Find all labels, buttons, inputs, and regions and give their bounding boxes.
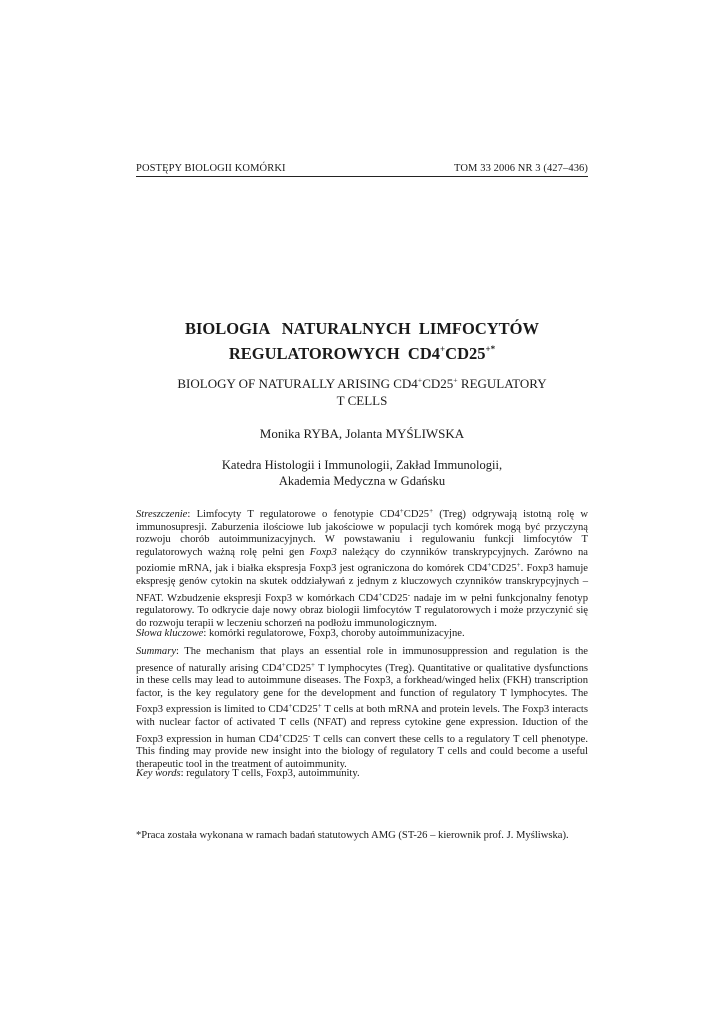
superscript: +	[311, 660, 315, 669]
affiliation-line-1: Katedra Histologii i Immunologii, Zakład Immunologii,	[221, 458, 503, 472]
keywords-text: : regulatory T cells, Foxp3, autoimmunity.	[180, 768, 360, 779]
polish-abstract	[136, 505, 588, 630]
subtitle-superscript: +	[417, 375, 423, 385]
superscript: +	[317, 702, 322, 711]
keywords-label: Key words	[136, 768, 181, 779]
superscript: +	[399, 507, 404, 515]
abstract-text: CD25	[491, 563, 517, 575]
english-title-line-2: T CELLS	[336, 393, 388, 408]
subtitle-text: CD25	[422, 376, 454, 391]
superscript: +	[429, 507, 434, 515]
superscript: +	[516, 561, 521, 570]
title-line-1: BIOLOGIA NATURALNYCH LIMFOCYTÓW	[184, 319, 540, 338]
summary-text: T cells can convert these cells to a regulatory T cell phenotype. This finding may provide new insight into the biology of regulatory T cells and could become a useful therapeutic tool in the treatment of autoimmunity.	[136, 733, 588, 770]
english-title-line-1	[120, 375, 604, 392]
english-keywords	[136, 768, 588, 781]
journal-name: POSTĘPY BIOLOGII KOMÓRKI	[136, 163, 286, 174]
summary-label: Summary	[136, 646, 177, 657]
subtitle-superscript: +	[453, 375, 458, 385]
abstract-text: CD25	[382, 592, 408, 604]
abstract-text: : Limfocyty T regulatorowe o fenotypie CD4	[187, 509, 400, 520]
title-text: CD25	[445, 344, 486, 363]
abstract-text: CD25	[403, 509, 430, 520]
abstract-text: nadaje im w pełni funkcjonalny fenotyp regulatorowy. To odkrycie daje nowy obraz biologii limfocytów T regulatorowych i może przyczynić się do rozwoju terapii w leczeniu schorzeń na podłożu immunologicznym.	[136, 592, 588, 629]
title-superscript: +*	[485, 344, 496, 354]
superscript: +	[487, 561, 492, 570]
affiliation-line-2: Akademia Medyczna w Gdańsku	[278, 474, 446, 488]
superscript: -	[407, 590, 411, 599]
abstract-text: należący do czynników transkrypcyjnych. Zarówno na poziomie mRNA, jak i białka ekspresja Foxp3 jest ograniczona do komórek CD4	[136, 546, 588, 575]
abstract-label: Streszczenie	[136, 509, 188, 520]
page-title	[120, 318, 604, 364]
superscript: +	[278, 731, 283, 740]
keywords-label: Słowa kluczowe	[136, 628, 204, 639]
abstract-text: (Treg) odgrywają istotną rolę w immunosupresji. Zaburzenia ilościowe lub jakościowe w populacji tych komórek mogą być przyczyną rozwoju chorób autoimmunizacyjnych. W powstawaniu i regulowaniu funkcji limfocytów T regulatorowych ważną rolę pełni gen	[136, 509, 588, 558]
affiliation	[120, 457, 604, 489]
running-header	[136, 163, 588, 177]
superscript: -	[308, 731, 311, 740]
volume-info: TOM 33 2006 NR 3 (427–436)	[454, 163, 588, 174]
polish-keywords	[136, 628, 588, 641]
english-summary	[136, 646, 588, 771]
superscript: +	[281, 660, 286, 669]
summary-text: CD25	[292, 704, 318, 716]
keywords-text: : komórki regulatorowe, Foxp3, choroby autoimmunizacyjne.	[203, 628, 465, 639]
summary-text: CD25	[282, 733, 309, 745]
subtitle-text: REGULATORY	[457, 376, 547, 391]
english-title	[120, 375, 604, 409]
subtitle-text: BIOLOGY OF NATURALLY ARISING CD4	[177, 376, 418, 391]
title-line-2	[229, 344, 495, 363]
title-superscript: +	[440, 344, 446, 354]
superscript: +	[378, 590, 383, 599]
summary-text: T cells at both mRNA and protein levels. The Foxp3 interacts with nuclear factor of activated T cells (NFAT) and repress cytokine gene expression. Iduction of the Foxp3 expression in human CD4	[136, 704, 588, 745]
title-text: REGULATOROWYCH CD4	[228, 344, 441, 363]
authors: Monika RYBA, Jolanta MYŚLIWSKA	[259, 426, 465, 441]
summary-text: T lymphocytes (Treg). Quantitative or qualitative dysfunctions in these cells may lead to autoimmune diseases. The Foxp3, a forkhead/winged helix (FKH) transcription factor, is the key regulatory gene for the development and function of regulatory T lymphocytes. The Foxp3 expression is limited to CD4	[136, 662, 588, 716]
gene-name: Foxp3	[309, 546, 337, 558]
summary-text: : The mechanism that plays an essential role in immunosuppression and regulation is the presence of naturally arising CD4	[136, 646, 588, 674]
superscript: +	[288, 702, 293, 711]
abstract-text: . Foxp3 hamuje ekspresję genów cytokin na skutek oddziaływań z jednym z kluczowych czynników transkrypcyjnych – NFAT. Wzbudzenie ekspresji Foxp3 w komórkach CD4	[136, 563, 588, 604]
summary-text: CD25	[285, 662, 312, 674]
footnote: *Praca została wykonana w ramach badań statutowych AMG (ST-26 – kierownik prof. J. Myśliwska).	[136, 830, 569, 841]
